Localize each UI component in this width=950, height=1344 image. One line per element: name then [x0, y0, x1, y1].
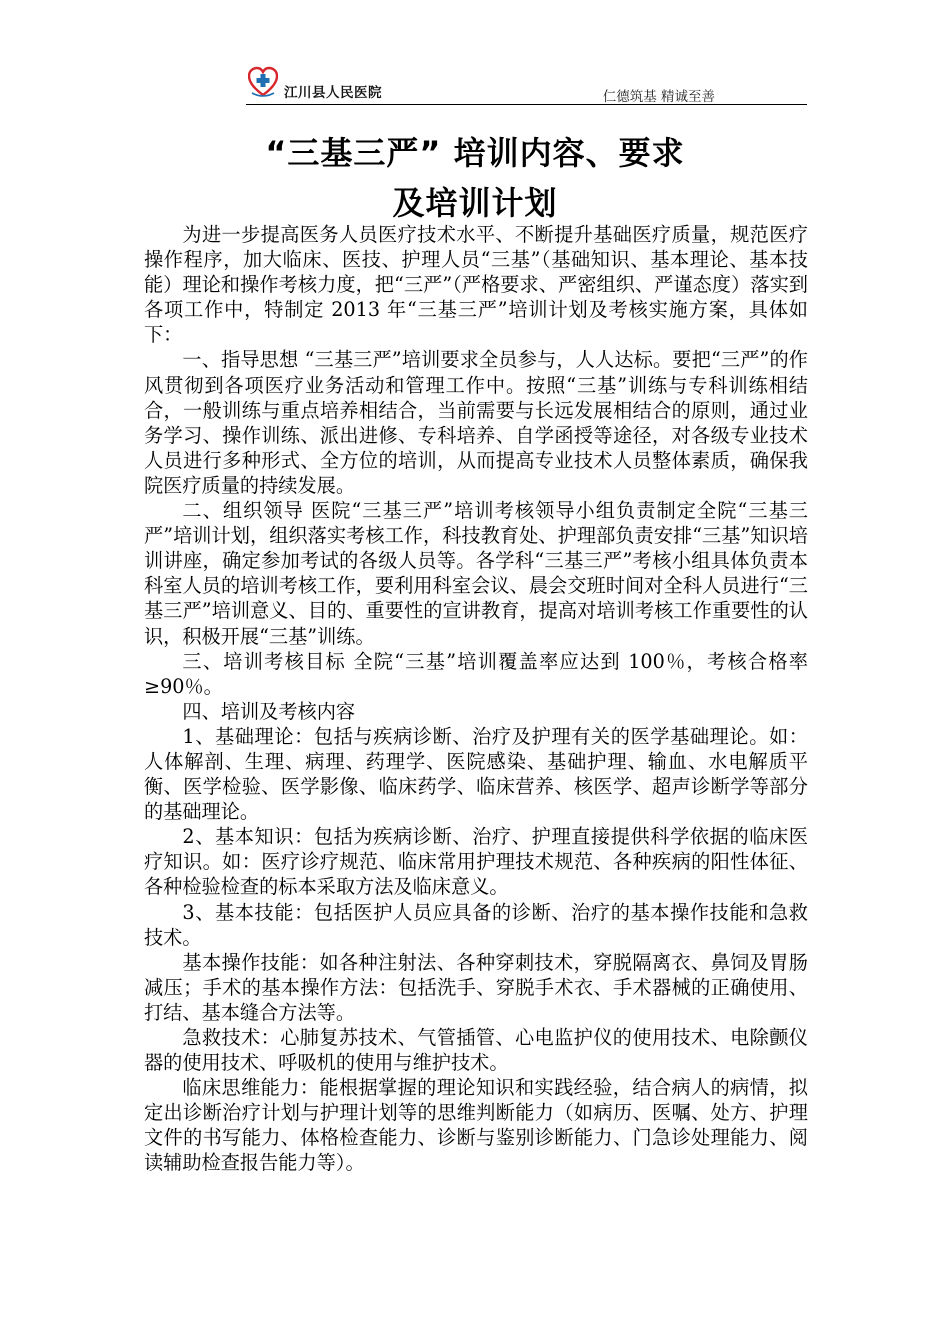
paragraph-basic-knowledge: 2、基本知识：包括为疾病诊断、治疗、护理直接提供科学依据的临床医疗知识。如：医疗诊疗规范、临床常用护理技术规范、各种疾病的阳性体征、各种检验检查的标本采取方法及临床意义。 — [144, 825, 808, 899]
hospital-motto: 仁德筑基 精诚至善 — [602, 89, 715, 105]
paragraph-guiding-ideology: 一、指导思想 “三基三严”培训要求全员参与，人人达标。要把“三严”的作风贯彻到各项医疗业务活动和管理工作中。按照“三基”训练与专科训练相结合，一般训练与重点培养相结合，当前需要与长远发展相结合的原则，通过业务学习、操作训练、派出进修、专科培养、自学函授等途径，对各级专业技术人员进行多种形式、全方位的培训，从而提高专业技术人员整体素质，确保我院医疗质量的持续发展。 — [144, 348, 808, 497]
paragraph-emergency-skills: 急救技术：心肺复苏技术、气管插管、心电监护仪的使用技术、电除颤仪器的使用技术、呼吸机的使用与维护技术。 — [144, 1026, 808, 1075]
paragraph-goals: 三、培训考核目标 全院“三基”培训覆盖率应达到 100％，考核合格率≥90％。 — [144, 649, 808, 698]
hospital-logo-icon — [248, 66, 278, 98]
paragraph-basic-skills: 3、基本技能：包括医护人员应具备的诊断、治疗的基本操作技能和急救技术。 — [144, 900, 808, 949]
paragraph-basic-theory: 1、基础理论：包括与疾病诊断、治疗及护理有关的医学基础理论。如：人体解剖、生理、病理、药理学、医院感染、基础护理、输血、水电解质平衡、医学检验、医学影像、临床药学、临床营养、核医学、超声诊断学等部分的基础理论。 — [144, 724, 808, 824]
section-heading-content: 四、培训及考核内容 — [182, 699, 356, 723]
document-title-line-2: 及培训计划 — [392, 184, 558, 222]
paragraph-intro: 为进一步提高医务人员医疗技术水平、不断提升基础医疗质量，规范医疗操作程序，加大临床、医技、护理人员“三基”（基础知识、基本理论、基本技能）理论和操作考核力度，把“三严”（严格要求、严密组织、严谨态度）落实到各项工作中，特制定 2013 年“三基三严”培训计划及考核实施方案，具体如下： — [144, 223, 808, 347]
paragraph-clinical-thinking: 临床思维能力：能根据掌握的理论知识和实践经验，结合病人的病情，拟定出诊断治疗计划与护理计划等的思维判断能力（如病历、医嘱、处方、护理文件的书写能力、体格检查能力、诊断与鉴别诊断能力、门急诊处理能力、阅读辅助检查报告能力等）。 — [144, 1076, 808, 1175]
document-title-line-1: “三基三严” 培训内容、要求 — [265, 134, 685, 172]
document-body — [144, 222, 808, 1176]
hospital-name: 江川县人民医院 — [284, 85, 382, 101]
paragraph-operation-skills: 基本操作技能：如各种注射法、各种穿刺技术，穿脱隔离衣、鼻饲及胃肠减压；手术的基本操作方法：包括洗手、穿脱手术衣、手术器械的正确使用、打结、基本缝合方法等。 — [144, 950, 808, 1024]
page-header — [246, 66, 807, 105]
paragraph-organization: 二、组织领导 医院“三基三严”培训考核领导小组负责制定全院“三基三严”培训计划，组织落实考核工作，科技教育处、护理部负责安排“三基”知识培训讲座，确定参加考试的各级人员等。各学科“三基三严”考核小组具体负责本科室人员的培训考核工作，要利用科室会议、晨会交班时间对全科人员进行“三基三严”培训意义、目的、重要性的宣讲教育，提高对培训考核工作重要性的认识，积极开展“三基”训练。 — [144, 499, 808, 648]
